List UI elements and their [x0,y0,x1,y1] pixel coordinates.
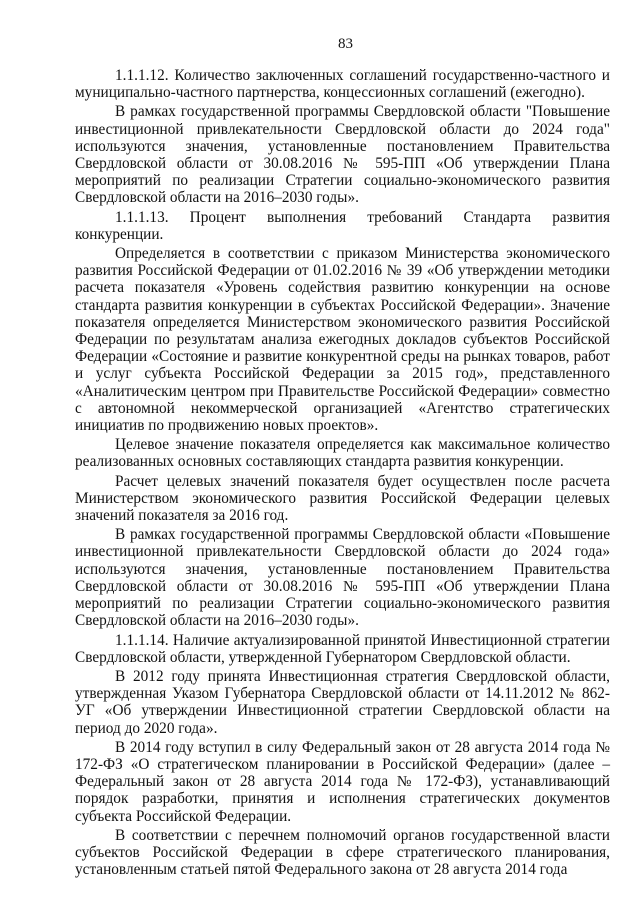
paragraph-strategy-2012: В 2012 году принята Инвестиционная стратегия Свердловской области, утвержденная Указом Губернатора Свердловской области от 14.11.2012 № 862-УГ «Об утверждении Инвестиционной стратегии Свердловской области на период до 2020 года». [75,667,610,737]
paragraph-target-value: Целевое значение показателя определяется как максимальное количество реализованных основных составляющих стандарта развития конкуренции. [75,436,610,471]
paragraph-1-1-1-13-heading: 1.1.1.13. Процент выполнения требований Стандарта развития конкуренции. [75,208,610,243]
page-number: 83 [338,36,353,52]
paragraph-program-reference-2: В рамках государственной программы Свердловской области «Повышение инвестиционной привлекательности Свердловской области до 2024 года» используются значения, установленные постановлением Правительства Свердловской области от 30.08.2016 № 595-ПП «Об утверждении Плана мероприятий по реализации Стратегии социально-экономического развития Свердловской области на 2016–2030 годы». [75,526,610,630]
paragraph-1-1-1-14-heading: 1.1.1.14. Наличие актуализированной принятой Инвестиционной стратегии Свердловской области, утвержденной Губернатором Свердловской области. [75,631,610,666]
paragraph-program-reference-1: В рамках государственной программы Свердловской области "Повышение инвестиционной привлекательности Свердловской области до 2024 года" используются значения, установленные постановлением Правительства Свердловской области от 30.08.2016 № 595-ПП «Об утверждении Плана мероприятий по реализации Стратегии социально-экономического развития Свердловской области на 2016–2030 годы». [75,103,610,207]
paragraph-federal-law-2014: В 2014 году вступил в силу Федеральный закон от 28 августа 2014 года № 172-ФЗ «О стратегическом планировании в Российской Федерации» (далее – Федеральный закон от 28 августа 2014 года № 172-ФЗ), устанавливающий порядок разработки, принятия и исполнения стратегических документов субъекта Российской Федерации. [75,738,610,825]
paragraph-powers-list: В соответствии с перечнем полномочий органов государственной власти субъектов Российской Федерации в сфере стратегического планирования, установленным статьей пятой Федерального закона от 28 августа 2014 года [75,826,610,879]
paragraph-1-1-1-12-heading: 1.1.1.12. Количество заключенных соглашений государственно-частного и муниципально-частного партнерства, концессионных соглашений (ежегодно). [75,67,610,102]
paragraph-calculation: Расчет целевых значений показателя будет осуществлен после расчета Министерством экономического развития Российской Федерации целевых значений показателя за 2016 год. [75,472,610,525]
paragraph-methodology: Определяется в соответствии с приказом Министерства экономического развития Российской Федерации от 01.02.2016 № 39 «Об утверждении методики расчета показателя «Уровень содействия развитию конкуренции на основе стандарта развития конкуренции в субъектах Российской Федерации». Значение показателя определяется Министерством экономического развития Российской Федерации по результатам анализа ежегодных докладов субъектов Российской Федерации «Состояние и развитие конкурентной среды на рынках товаров, работ и услуг субъекта Российской Федерации за 2015 год», представленного «Аналитическим центром при Правительстве Российской Федерации» совместно с автономной некоммерческой организацией «Агентство стратегических инициатив по продвижению новых проектов». [75,245,610,435]
